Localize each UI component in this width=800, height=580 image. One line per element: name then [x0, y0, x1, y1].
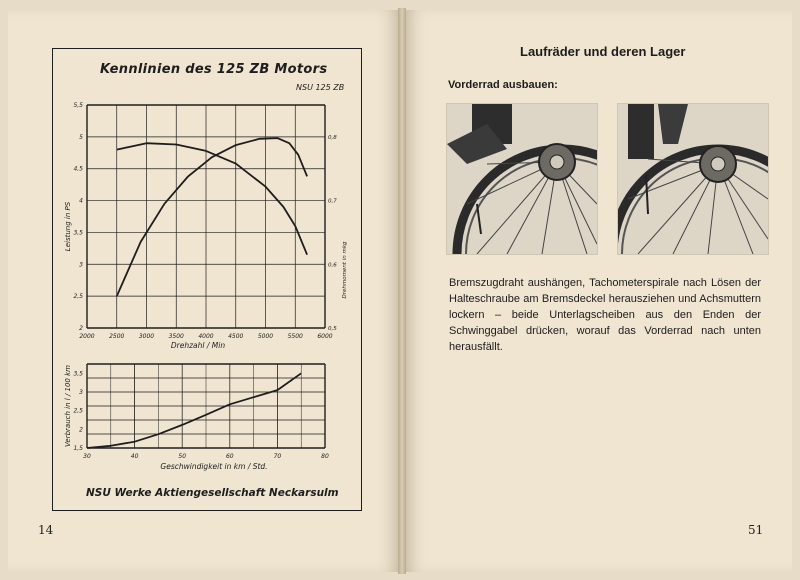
y2-tick-label: 0,5	[328, 326, 337, 332]
x-axis-label-2: Geschwindigkeit in km / Std.	[160, 462, 268, 471]
subsection-heading: Vorderrad ausbauen:	[448, 79, 558, 91]
x-tick-label: 3500	[168, 333, 184, 340]
x-tick-label: 5500	[287, 333, 303, 340]
x-tick-label-2: 50	[178, 453, 187, 460]
y2-axis-label: Drehmoment in mkg	[342, 241, 348, 299]
torque-curve	[117, 143, 307, 255]
y-tick-label: 2,5	[73, 293, 83, 301]
y-tick-label: 4	[79, 197, 83, 205]
power-curve	[117, 138, 307, 296]
y-tick-label-2: 2,5	[73, 407, 83, 415]
y-tick-label: 3	[79, 261, 83, 269]
x-tick-label-2: 80	[321, 453, 329, 460]
y-tick-label-2: 2	[79, 426, 83, 434]
y2-tick-label: 0,8	[328, 134, 337, 141]
x-axis-label: Drehzahl / Min	[170, 341, 226, 350]
chart-subtitle: NSU 125 ZB	[296, 83, 345, 92]
x-tick-label-2: 30	[83, 453, 91, 460]
x-tick-label-2: 70	[273, 453, 282, 460]
front-wheel-photo-left	[446, 103, 598, 255]
x-tick-label: 2500	[109, 333, 125, 340]
y-tick-label: 5,5	[73, 102, 83, 109]
section-heading: Laufräder und deren Lager	[520, 44, 686, 59]
publisher-footer: NSU Werke Aktiengesellschaft Neckarsulm	[86, 487, 339, 499]
y-axis-label: Leistung in PS	[64, 201, 72, 252]
x-tick-label: 4500	[228, 333, 244, 340]
y2-tick-label: 0,7	[328, 198, 337, 205]
x-tick-label: 3000	[138, 333, 155, 340]
x-tick-label-2: 60	[225, 453, 234, 460]
y2-tick-label: 0,6	[328, 262, 337, 269]
y-tick-label-2: 3,5	[73, 370, 83, 378]
x-tick-label-2: 40	[130, 453, 139, 460]
y-tick-label: 4,5	[73, 165, 83, 173]
x-tick-label: 5000	[257, 333, 274, 340]
x-tick-label: 6000	[317, 333, 333, 340]
y-tick-label: 2	[79, 325, 83, 332]
instruction-text: Bremszugdraht aushängen, Tachometerspirale nach Lösen der Halteschraube am Bremsdeckel herausziehen und Achsmuttern lockern – beide Unterlagscheiben aus den Enden der Schwinggabel drücken, worauf das Vorderrad nach unten herausfällt.	[449, 277, 761, 353]
chart-title: Kennlinien des 125 ZB Motors	[100, 62, 328, 77]
right-page-number: 51	[748, 523, 764, 537]
y-tick-label-2: 3	[79, 389, 83, 396]
y-tick-label: 3,5	[73, 229, 83, 237]
y-axis-label-2: Verbrauch in l / 100 km	[64, 365, 72, 447]
y-tick-label: 5	[79, 133, 83, 141]
x-tick-label: 2000	[79, 333, 95, 340]
consumption-curve	[87, 373, 301, 448]
left-page-number: 14	[38, 523, 54, 537]
front-wheel-photo-right	[617, 103, 769, 255]
x-tick-label: 4000	[198, 333, 214, 340]
y-tick-label-2: 1,5	[73, 445, 83, 452]
